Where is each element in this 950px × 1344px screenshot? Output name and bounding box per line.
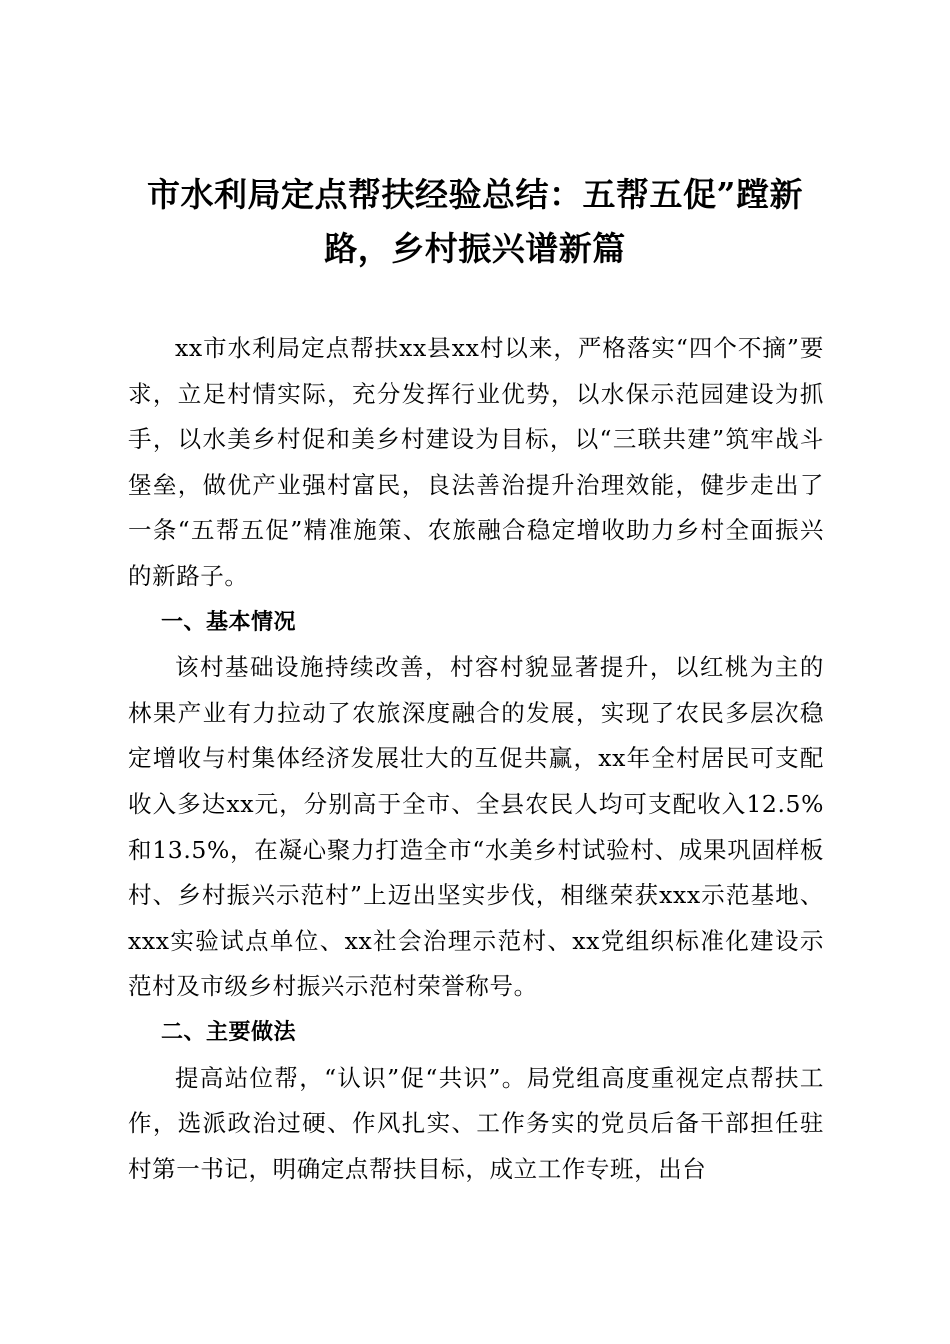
section-heading-basic-situation: 一、基本情况 — [161, 609, 297, 635]
section-heading-main-practices: 二、主要做法 — [161, 1019, 297, 1045]
basic-situation-paragraph: 该村基础设施持续改善，村容村貌显著提升，以红桃为主的林果产业有力拉动了农旅深度融合的发展，实现了农民多层次稳定增收与村集体经济发展壮大的互促共赢，xx年全村居民可支配收入多达xx元，分别高于全市、全县农民人均可支配收入12.5%和13.5%，在凝心聚力打造全市“水美乡村试验村、成果巩固样板村、乡村振兴示范村”上迈出坚实步伐，相继荣获xxx示范基地、xxx实验试点单位、xx社会治理示范村、xx党组织标准化建设示范村及市级乡村振兴示范村荣誉称号。 — [128, 653, 824, 1001]
main-practices-paragraph: 提高站位帮，“认识”促“共识”。局党组高度重视定点帮扶工作，选派政治过硬、作风扎实、工作务实的党员后备干部担任驻村第一书记，明确定点帮扶目标，成立工作专班，出台 — [128, 1063, 824, 1183]
document-body — [128, 326, 824, 1192]
intro-paragraph: xx市水利局定点帮扶xx县xx村以来，严格落实“四个不摘”要求，立足村情实际，充分发挥行业优势，以水保示范园建设为抓手，以水美乡村促和美乡村建设为目标，以“三联共建”筑牢战斗堡垒，做优产业强村富民，良法善治提升治理效能，健步走出了一条“五帮五促”精准施策、农旅融合稳定增收助力乡村全面振兴的新路子。 — [128, 334, 824, 590]
document-title: 市水利局定点帮扶经验总结：五帮五促”蹚新路，乡村振兴谱新篇 — [147, 175, 803, 268]
